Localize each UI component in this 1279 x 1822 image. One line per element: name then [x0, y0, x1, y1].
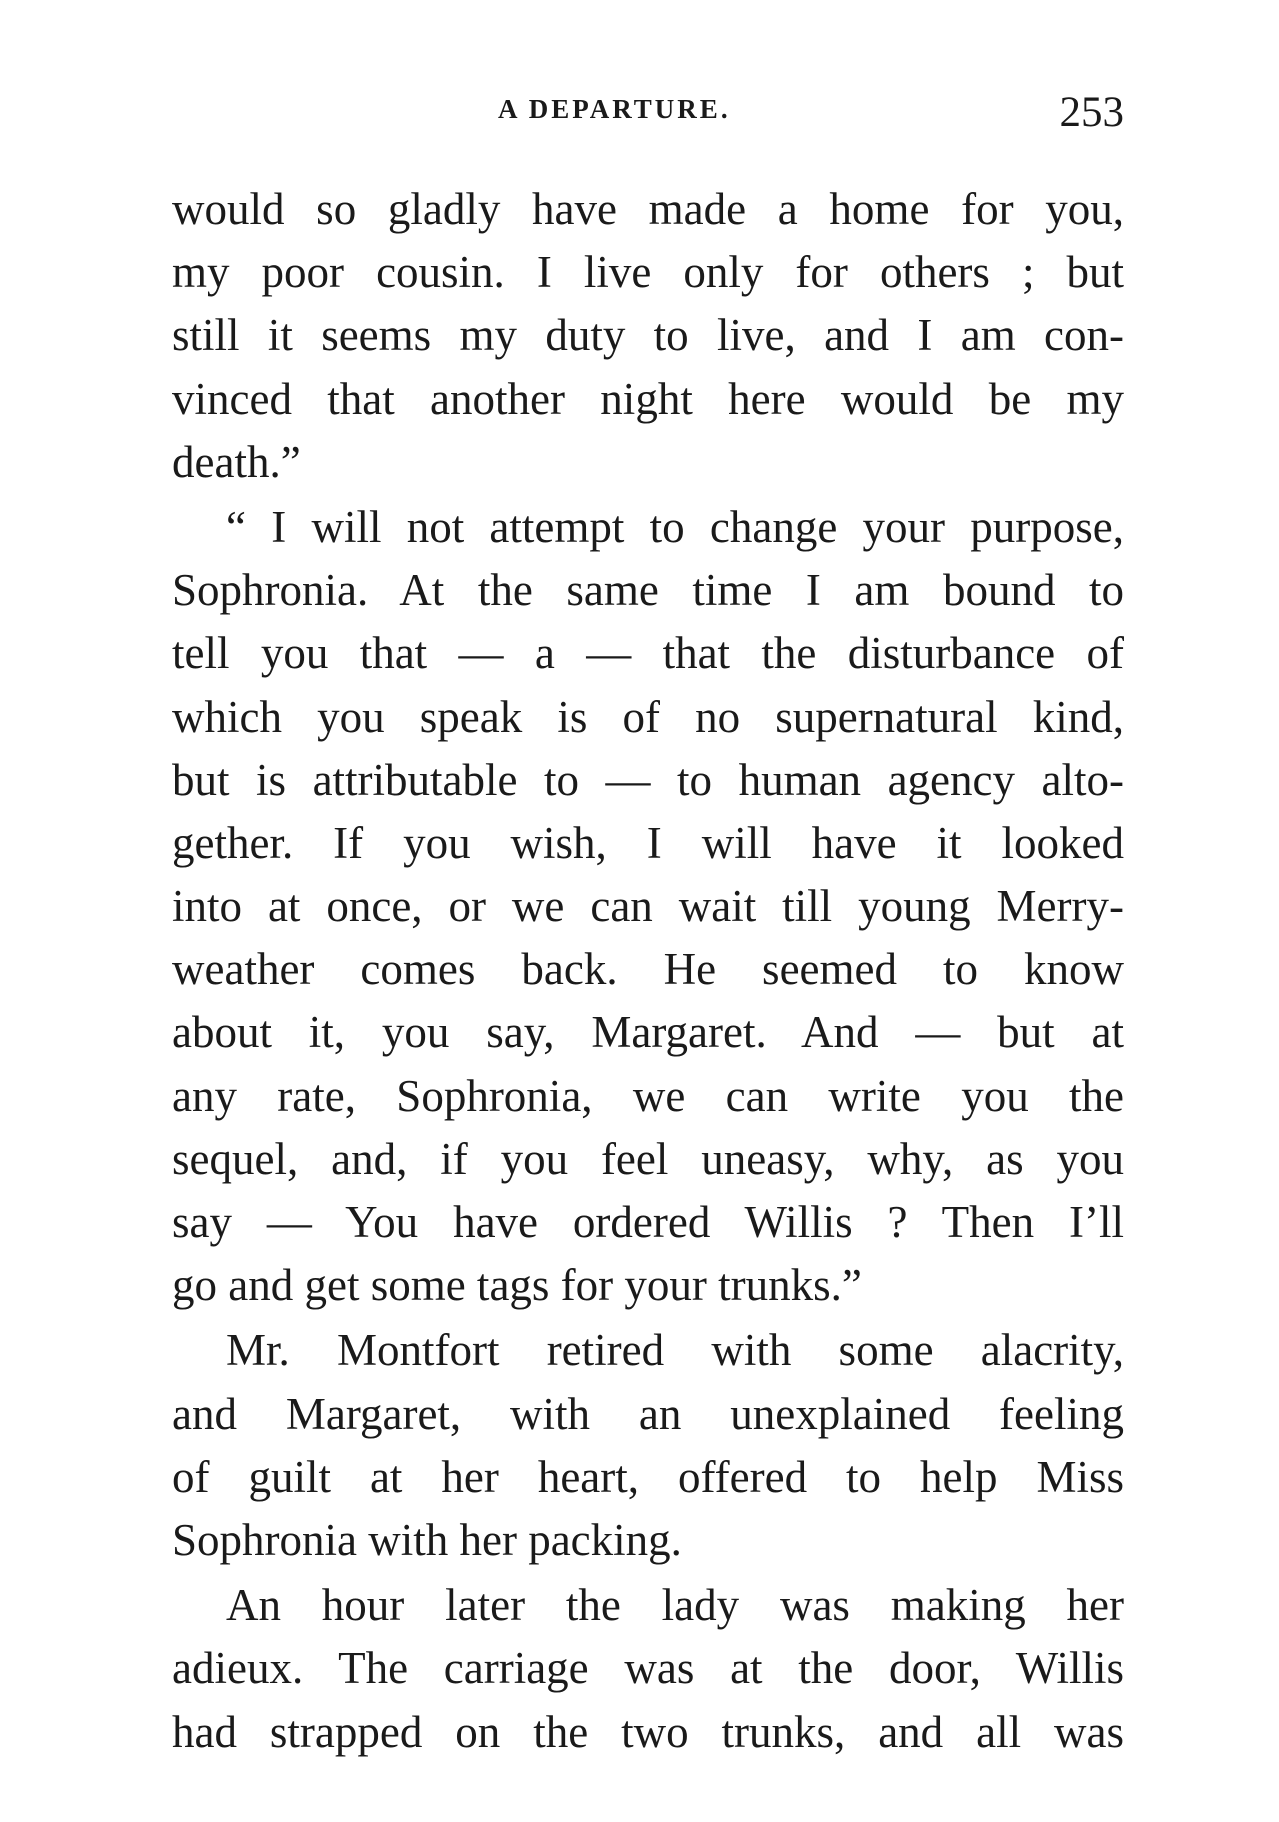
text-line: weather comes back. He seemed to know: [172, 944, 1124, 995]
text-line: An hour later the lady was making her: [226, 1580, 1124, 1631]
body-text: [172, 178, 1124, 1764]
text-line: sequel, and, if you feel uneasy, why, as you: [172, 1133, 1124, 1184]
text-line: any rate, Sophronia, we can write you the: [172, 1070, 1124, 1121]
text-line: which you speak is of no supernatural kind,: [172, 691, 1124, 742]
paragraph: [172, 1574, 1124, 1764]
text-line: of guilt at her heart, offered to help Miss: [172, 1451, 1124, 1502]
running-title: A DEPARTURE.: [498, 94, 731, 124]
text-line: death.”: [172, 436, 301, 487]
text-line: adieux. The carriage was at the door, Willis: [172, 1643, 1124, 1694]
text-line: vinced that another night here would be my: [172, 373, 1124, 424]
text-line: would so gladly have made a home for you,: [172, 184, 1124, 234]
text-line: my poor cousin. I live only for others ; but: [172, 247, 1124, 298]
text-line: go and get some tags for your trunks.”: [172, 1260, 862, 1311]
text-line: tell you that — a — that the disturbance of: [172, 628, 1124, 679]
text-line: Sophronia with her packing.: [172, 1514, 682, 1565]
text-line: but is attributable to — to human agency alto-: [172, 754, 1124, 805]
text-line: Sophronia. At the same time I am bound to: [172, 565, 1124, 616]
page-number: 253: [1059, 89, 1124, 136]
text-line: gether. If you wish, I will have it looked: [172, 817, 1124, 868]
text-line: had strapped on the two trunks, and all was: [172, 1706, 1124, 1757]
text-line: Mr. Montfort retired with some alacrity,: [226, 1325, 1124, 1376]
text-line: into at once, or we can wait till young Merry-: [172, 881, 1124, 932]
text-line: say — You have ordered Willis ? Then I’ll: [172, 1197, 1124, 1247]
text-line: about it, you say, Margaret. And — but at: [172, 1007, 1124, 1058]
text-line: and Margaret, with an unexplained feeling: [172, 1388, 1124, 1439]
paragraph: [172, 496, 1124, 1317]
paragraph: [172, 1319, 1124, 1572]
page-header: [172, 88, 1124, 138]
paragraph: [172, 178, 1124, 494]
text-line: still it seems my duty to live, and I am con-: [172, 310, 1124, 361]
text-line: “ I will not attempt to change your purpose,: [226, 501, 1124, 552]
